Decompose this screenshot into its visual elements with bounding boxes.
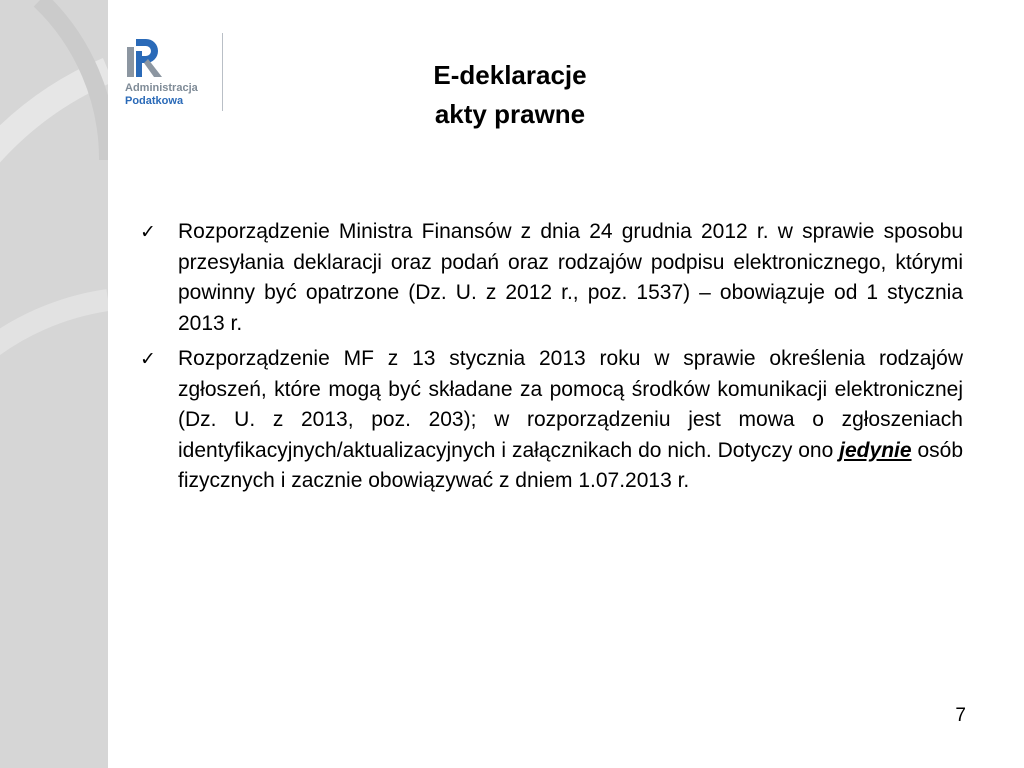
logo-line-2: Podatkowa [125,95,184,107]
decorative-side-band [0,0,108,768]
bullet-text-2-emphasis: jedynie [839,438,912,462]
side-band-curves [0,0,108,768]
bullet-item-1 [140,217,963,339]
checkmark-icon: ✓ [140,348,156,370]
checkmark-icon: ✓ [140,221,156,243]
bullet-text-1: Rozporządzenie Ministra Finansów z dnia 24 grudnia 2012 r. w sprawie sposobu przesyłania deklaracji oraz podań oraz rodzajów podpisu elektronicznego, którymi powinny być opatrzone (Dz. U. z 2012 r., poz. 1537) – obowiązuje od 1 stycznia 2013 r. [178,220,963,335]
page-number: 7 [955,705,966,726]
logo [118,30,238,115]
bullet-list [140,217,963,502]
logo-mark-icon [124,33,170,81]
title-line-2: akty prawne [434,99,586,129]
bullet-text-2-after: osób fizycznych i zacznie obowiązywać z dniem 1.07.2013 r. [178,438,963,492]
bullet-text-2-before: Rozporządzenie MF z 13 stycznia 2013 roku w sprawie określenia rodzajów zgłoszeń, które mogą być składane za pomocą środków komunikacji elektronicznej (Dz. U. z 2013, poz. 203); w rozporządzeniu jest mowa o zgłoszeniach identyfikacyjnych/aktualizacyjnych i załącznikach do nich. Dotyczy ono [178,347,963,462]
bullet-item-2 [140,344,963,497]
logo-divider [222,33,223,111]
title-line-1: E-deklaracje [433,60,587,90]
logo-line-1: Administracja [125,82,198,94]
slide-title [300,56,720,134]
logo-text [125,82,198,108]
